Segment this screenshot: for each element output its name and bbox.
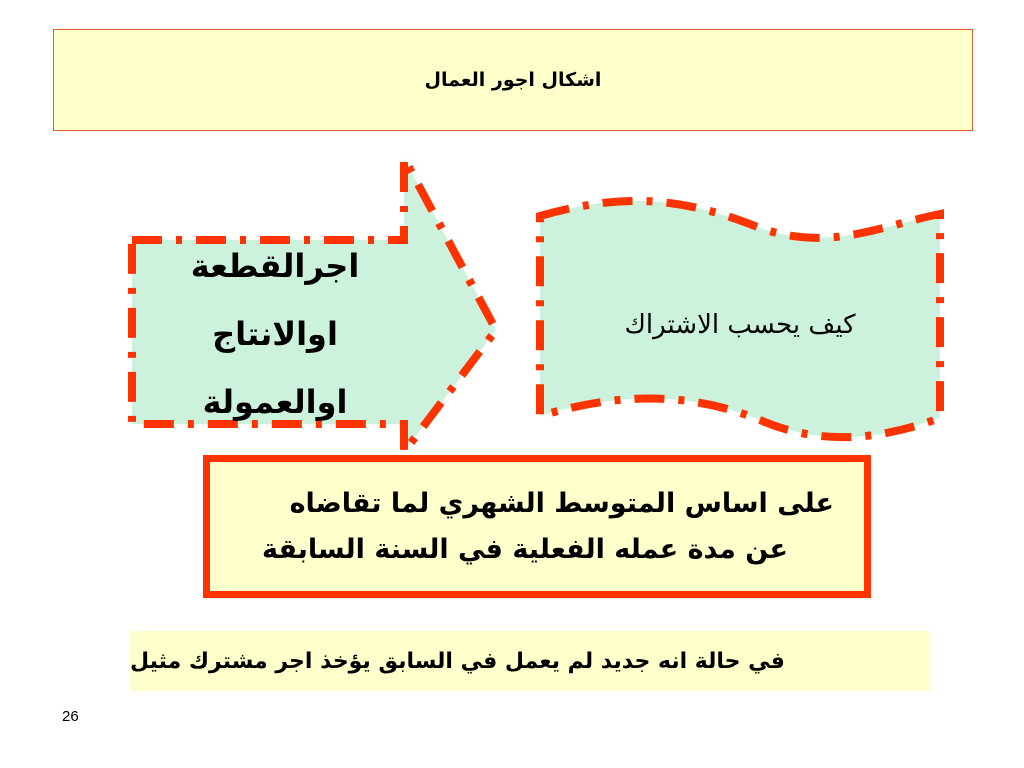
info-line-1: على اساس المتوسط الشهري لما تقاضاه	[289, 487, 834, 519]
wave-text	[550, 300, 930, 350]
slide-title: اشكال اجور العمال	[424, 69, 602, 91]
arrow-line-3: اوالعمولة	[202, 383, 348, 421]
note-text: في حالة انه جديد لم يعمل في السابق يؤخذ اجر مشترك مثيل	[130, 648, 785, 674]
note-box	[130, 631, 930, 691]
info-line-2: عن مدة عمله الفعلية في السنة السابقة	[261, 533, 788, 565]
wave-label: كيف يحسب الاشتراك	[624, 310, 856, 340]
info-box	[203, 455, 871, 598]
arrow-text	[150, 232, 400, 432]
arrow-line-2: اوالانتاج	[212, 315, 338, 353]
arrow-line-1: اجرالقطعة	[190, 247, 360, 285]
page-number: 26	[62, 708, 79, 725]
